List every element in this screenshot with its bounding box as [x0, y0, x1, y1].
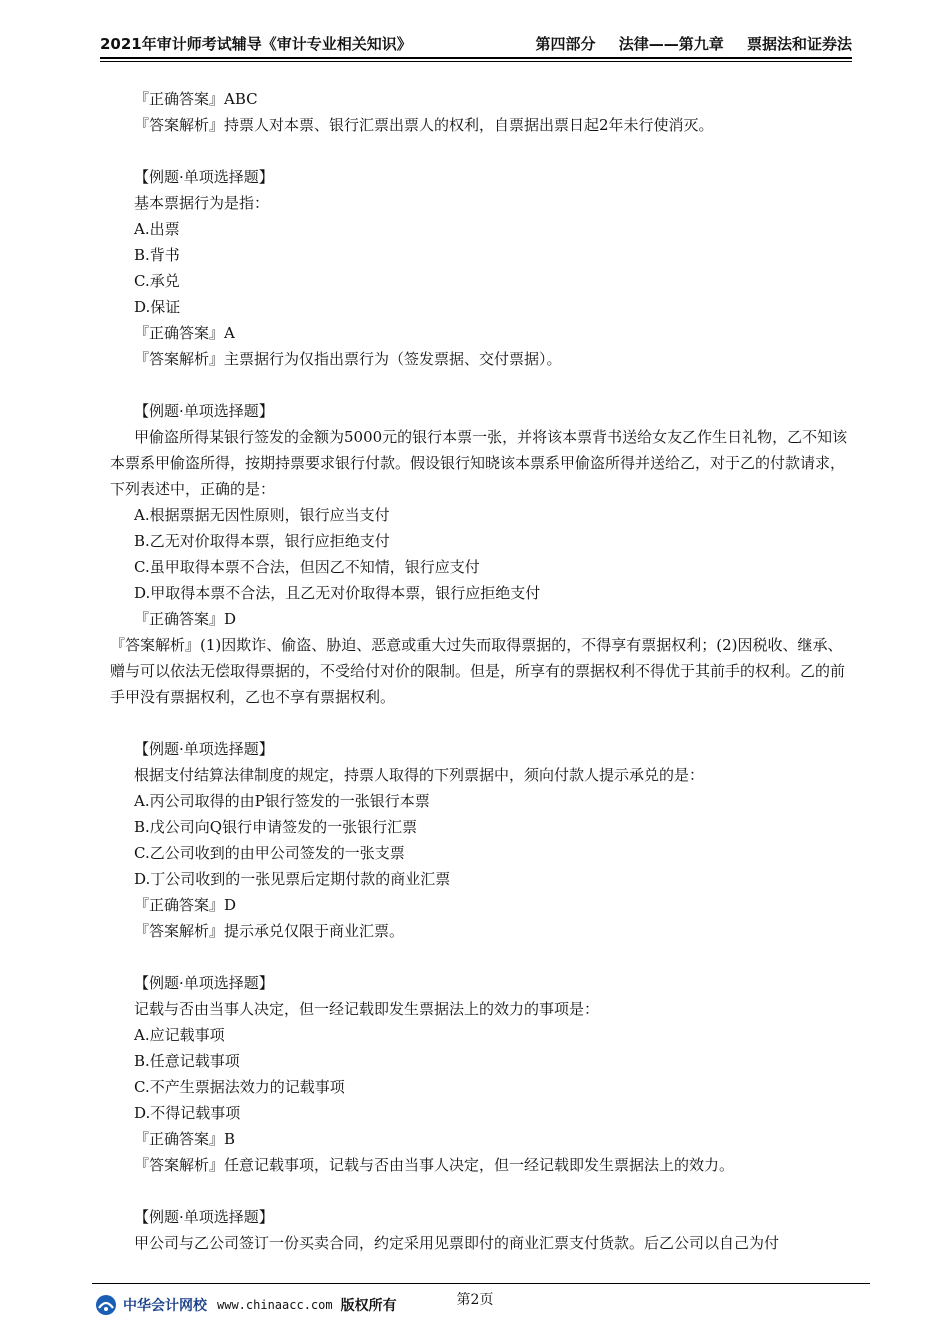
option-d: D.甲取得本票不合法，且乙无对价取得本票，银行应拒绝支付: [134, 584, 541, 602]
footer-rule: [92, 1283, 870, 1284]
footer-brand: [95, 1294, 397, 1316]
page-number: 第2页: [456, 1292, 494, 1308]
option-c: C.不产生票据法效力的记载事项: [134, 1078, 345, 1096]
header-book-title: 2021年审计师考试辅导《审计专业相关知识》: [100, 35, 412, 53]
question-tag: 【例题·单项选择题】: [134, 1208, 274, 1226]
question-tag: 【例题·单项选择题】: [134, 168, 274, 186]
explanation-line: 『答案解析』主票据行为仅指出票行为（签发票据、交付票据）。: [134, 350, 562, 368]
answer-line: 『正确答案』A: [134, 324, 235, 342]
header-chapter: 法律——第九章: [618, 35, 724, 53]
option-a: A.根据票据无因性原则，银行应当支付: [134, 506, 390, 524]
explanation-line: 『答案解析』提示承兑仅限于商业汇票。: [134, 922, 405, 940]
option-d: D.不得记载事项: [134, 1104, 241, 1122]
option-b: B.背书: [134, 246, 180, 264]
question-tag: 【例题·单项选择题】: [134, 740, 274, 758]
header-section: 票据法和证券法: [746, 35, 852, 53]
header-rule-thin: [100, 61, 852, 62]
question-stem: 根据支付结算法律制度的规定，持票人取得的下列票据中，须向付款人提示承兑的是：: [134, 766, 705, 784]
header-chapter-info: [517, 33, 852, 54]
question-stem: 记载与否由当事人决定，但一经记载即发生票据法上的效力的事项是：: [134, 1000, 600, 1018]
header-rule: [100, 57, 852, 59]
answer-line: 『正确答案』B: [134, 1130, 236, 1148]
option-a: A.应记载事项: [134, 1026, 225, 1044]
option-b: B.戊公司向Q银行申请签发的一张银行汇票: [134, 818, 418, 836]
page-header: [100, 30, 852, 54]
explanation-line: 『答案解析』任意记载事项，记载与否由当事人决定，但一经记载即发生票据法上的效力。: [134, 1156, 735, 1174]
answer-line: 『正确答案』D: [134, 896, 237, 914]
answer-line: 『正确答案』D: [134, 610, 237, 628]
option-a: A.出票: [134, 220, 180, 238]
question-tag: 【例题·单项选择题】: [134, 974, 274, 992]
explanation-line: 『答案解析』持票人对本票、银行汇票出票人的权利，自票据出票日起2年未行使消灭。: [134, 116, 714, 134]
copyright-text: 版权所有: [340, 1298, 397, 1314]
explanation-paragraph: 『答案解析』(1)因欺诈、偷盗、胁迫、恶意或重大过失而取得票据的，不得享有票据权利；(2)因税收、继承、赠与可以依法无偿取得票据的，不受给付对价的限制。但是，所享有的票据权利不得优于其前手的权利。乙的前手甲没有票据权利，乙也不享有票据权利。: [110, 636, 846, 706]
answer-line: 『正确答案』ABC: [134, 90, 258, 108]
question-stem: 甲公司与乙公司签订一份买卖合同，约定采用见票即付的商业汇票支付货款。后乙公司以自己为付: [134, 1234, 780, 1252]
question-stem: 甲偷盗所得某银行签发的金额为5000元的银行本票一张，并将该本票背书送给女友乙作生日礼物，乙不知该本票系甲偷盗所得，按期持票要求银行付款。假设银行知晓该本票系甲偷盗所得并送给乙，对于乙的付款请求，下列表述中，正确的是：: [110, 428, 848, 498]
header-part: 第四部分: [535, 35, 596, 53]
option-b: B.任意记载事项: [134, 1052, 240, 1070]
option-a: A.丙公司取得的由P银行签发的一张银行本票: [134, 792, 430, 810]
option-d: D.丁公司收到的一张见票后定期付款的商业汇票: [134, 870, 451, 888]
chinaacc-logo-icon: [95, 1294, 117, 1316]
question-tag: 【例题·单项选择题】: [134, 402, 274, 420]
option-c: C.乙公司收到的由甲公司签发的一张支票: [134, 844, 405, 862]
option-c: C.承兑: [134, 272, 180, 290]
brand-name: 中华会计网校: [123, 1298, 207, 1314]
question-stem: 基本票据行为是指：: [134, 194, 270, 212]
brand-url[interactable]: www.chinaacc.com: [217, 1298, 333, 1312]
option-c: C.虽甲取得本票不合法，但因乙不知情，银行应支付: [134, 558, 480, 576]
option-b: B.乙无对价取得本票，银行应拒绝支付: [134, 532, 390, 550]
document-body: [110, 86, 850, 1256]
option-d: D.保证: [134, 298, 181, 316]
